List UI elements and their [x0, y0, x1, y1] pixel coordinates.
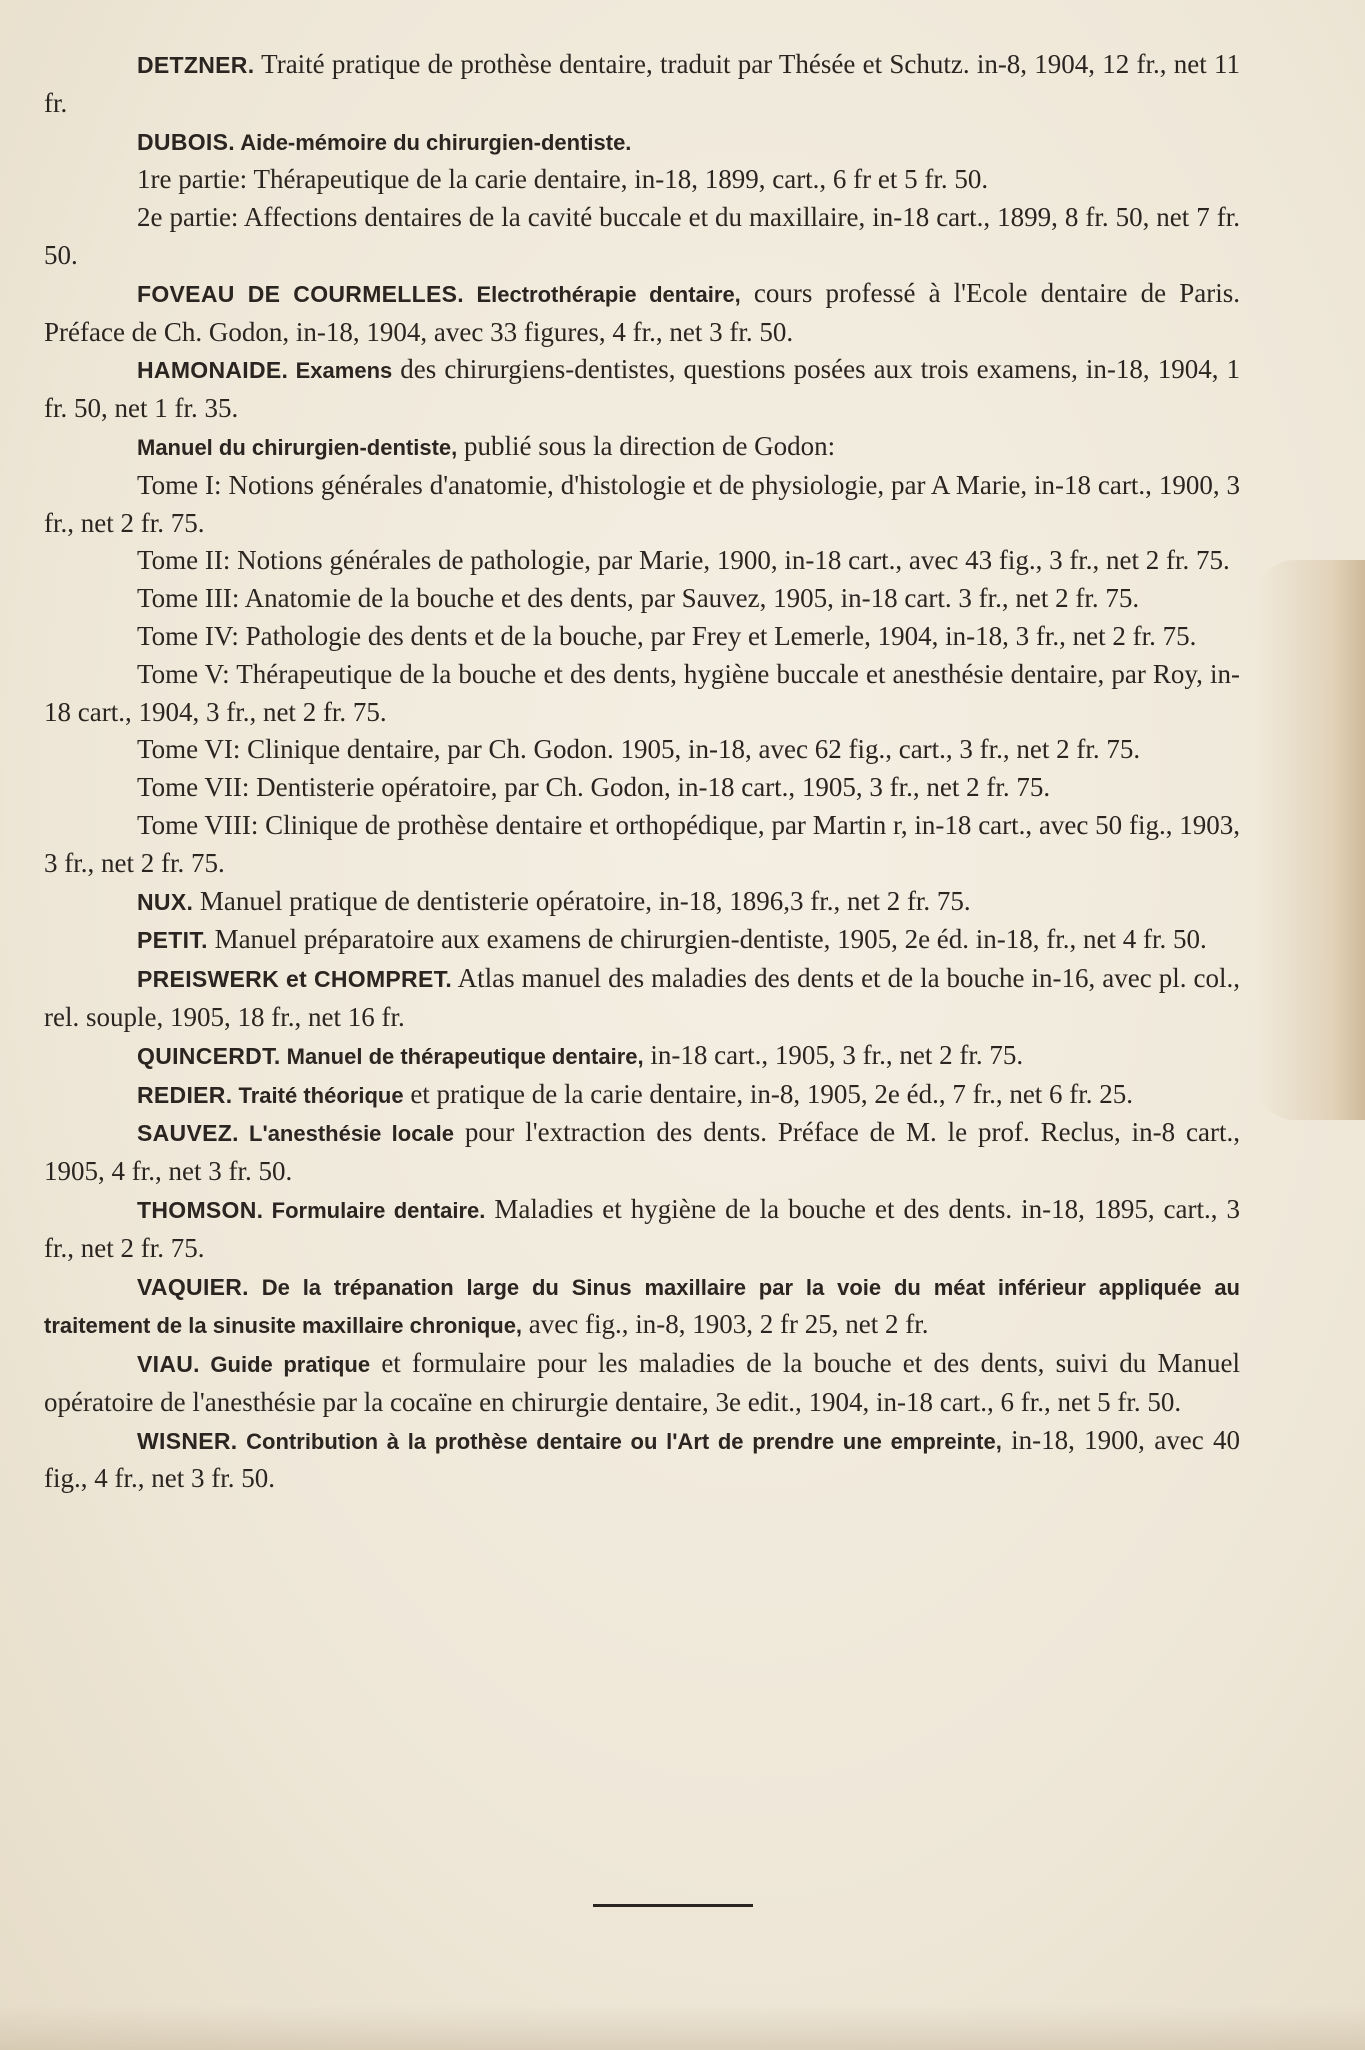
entry-text: Maladies et hygiène de la bouche et des dents. in-18, 1895, cart., 3 fr., net 2 fr. 75.: [44, 1193, 1240, 1263]
entry-text: Manuel préparatoire aux examens de chirurgien-dentiste, 1905, 2e éd. in-18, fr., net 4 fr. 50.: [207, 924, 1207, 955]
entry-tome-5: [44, 656, 1240, 732]
entry-author: FOVEAU DE COURMELLES.: [137, 280, 464, 307]
entry-title: De la trépanation large du Sinus maxillaire par la voie du méat inférieur appliquée au traitement de la sinusite maxillaire chronique,: [44, 1274, 1240, 1339]
entry-text: publié sous la direction de Godon:: [457, 430, 836, 461]
entry-quincerdt: [44, 1037, 1240, 1076]
entry-text: Manuel pratique de dentisterie opératoire, in-18, 1896,3 fr., net 2 fr. 75.: [193, 885, 971, 916]
entry-title: Examens: [288, 358, 393, 384]
entry-text: 1re partie: Thérapeutique de la carie dentaire, in-18, 1899, cart., 6 fr et 5 fr. 50.: [137, 164, 989, 195]
entry-text: pour l'extraction des dents. Préface de M. le prof. Reclus, in-8 cart., 1905, 4 fr., net 3 fr. 50.: [44, 1117, 1240, 1187]
entry-viau: [44, 1345, 1240, 1422]
entry-dubois-part1: [44, 161, 1240, 199]
entry-title: Manuel de thérapeutique dentaire,: [280, 1043, 644, 1069]
entry-author: VAQUIER.: [137, 1273, 249, 1300]
entry-tome-4: [44, 618, 1240, 656]
entry-title: Guide pratique: [199, 1352, 371, 1378]
entry-title: Contribution à la prothèse dentaire ou l'Art de prendre une empreinte,: [237, 1428, 1002, 1454]
entry-text: avec fig., in-8, 1903, 2 fr 25, net 2 fr.: [522, 1309, 929, 1340]
entry-author: NUX.: [137, 888, 194, 915]
entry-text: Tome II: Notions générales de pathologie, par Marie, 1900, in-18 cart., avec 43 fig., 3 fr., net 2 fr. 75.: [137, 545, 1230, 576]
entry-text: 2e partie: Affections dentaires de la cavité buccale et du maxillaire, in-18 cart., 1899, 8 fr. 50, net 7 fr. 50.: [44, 202, 1240, 270]
entry-text: Tome VI: Clinique dentaire, par Ch. Godon. 1905, in-18, avec 62 fig., cart., 3 fr., net 2 fr. 75.: [137, 734, 1141, 765]
entry-author: SAUVEZ.: [137, 1120, 239, 1147]
entry-text: cours professé à l'Ecole dentaire de Paris. Préface de Ch. Godon, in-18, 1904, avec 33 figures, 4 fr., net 3 fr. 50.: [44, 277, 1240, 347]
entry-tome-3: [44, 580, 1240, 618]
entry-author: REDIER.: [137, 1081, 233, 1108]
page-edge-shadow: [0, 2005, 1365, 2050]
entry-author: THOMSON.: [137, 1196, 264, 1223]
entry-thomson: [44, 1191, 1240, 1268]
entry-text: et pratique de la carie dentaire, in-8, 1905, 2e éd., 7 fr., net 6 fr. 25.: [403, 1078, 1134, 1109]
entry-manuel: [44, 428, 1240, 467]
bibliography-list: [44, 46, 1240, 1498]
entry-text: Tome VII: Dentisterie opératoire, par Ch. Godon, in-18 cart., 1905, 3 fr., net 2 fr. 75.: [137, 772, 1051, 803]
entry-tome-1: [44, 467, 1240, 543]
entry-author: HAMONAIDE.: [137, 357, 289, 384]
entry-author: PREISWERK et CHOMPRET.: [137, 966, 453, 993]
entry-petit: [44, 921, 1240, 960]
entry-text: Tome III: Anatomie de la bouche et des dents, par Sauvez, 1905, in-18 cart. 3 fr., net 2 fr. 75.: [137, 583, 1140, 614]
entry-author: QUINCERDT.: [137, 1042, 281, 1069]
entry-text: Tome VIII: Clinique de prothèse dentaire et orthopédique, par Martin r, in-18 cart., avec 50 fig., 1903, 3 fr., net 2 fr. 75.: [44, 809, 1240, 878]
entry-author: PETIT.: [137, 927, 208, 954]
entry-text: Traité pratique de prothèse dentaire, traduit par Thésée et Schutz. in-8, 1904, 12 fr., net 11 fr.: [44, 49, 1240, 118]
entry-author: VIAU.: [137, 1351, 200, 1378]
entry-author: DUBOIS.: [137, 128, 235, 155]
entry-text: Tome IV: Pathologie des dents et de la bouche, par Frey et Lemerle, 1904, in-18, 3 fr., net 2 fr. 75.: [137, 620, 1197, 651]
entry-title: Electrothérapie dentaire,: [463, 281, 741, 307]
entry-title: Aide-mémoire du chirurgien-dentiste.: [234, 129, 632, 155]
entry-title: Traité théorique: [232, 1082, 404, 1108]
entry-text: in-18 cart., 1905, 3 fr., net 2 fr. 75.: [643, 1039, 1024, 1070]
entry-text: Tome V: Thérapeutique de la bouche et des dents, hygiène buccale et anesthésie dentaire, par Roy, in-18 cart., 1904, 3 fr., net 2 fr. 75.: [44, 658, 1240, 727]
entry-author: WISNER.: [137, 1427, 238, 1454]
closing-rule: [593, 1904, 753, 1907]
entry-text: Atlas manuel des maladies des dents et de la bouche in-16, avec pl. col., rel. souple, 1905, 18 fr., net 16 fr.: [44, 963, 1240, 1032]
entry-author: DETZNER.: [137, 52, 255, 78]
entry-hamonaide: [44, 351, 1240, 428]
entry-vaquier: [44, 1268, 1240, 1346]
entry-tome-2: [44, 542, 1240, 580]
paper-stain: [1255, 560, 1365, 1120]
entry-title: Formulaire dentaire.: [263, 1197, 486, 1223]
entry-text: et formulaire pour les maladies de la bouche et des dents, suivi du Manuel opératoire de l'anesthésie par la cocaïne en chirurgie dentaire, 3e edit., 1904, in-18 cart., 6 fr., net 5 fr. 50.: [44, 1348, 1240, 1417]
entry-nux: [44, 883, 1240, 922]
entry-tome-7: [44, 769, 1240, 807]
entry-dubois-part2: [44, 199, 1240, 275]
entry-wisner: [44, 1422, 1240, 1499]
entry-text: Tome I: Notions générales d'anatomie, d'histologie et de physiologie, par A Marie, in-18 cart., 1900, 3 fr., net 2 fr. 75.: [44, 469, 1240, 538]
entry-text: in-18, 1900, avec 40 fig., 4 fr., net 3 fr. 50.: [44, 1424, 1240, 1494]
entry-preiswerk: [44, 960, 1240, 1037]
entry-dubois: [44, 123, 1240, 162]
entry-tome-8: [44, 807, 1240, 883]
entry-foveau: [44, 275, 1240, 352]
entry-sauvez: [44, 1114, 1240, 1191]
entry-title: Manuel du chirurgien-dentiste,: [137, 434, 458, 460]
entry-detzner: [44, 46, 1240, 123]
entry-tome-6: [44, 731, 1240, 769]
entry-redier: [44, 1076, 1240, 1115]
entry-text: des chirurgiens-dentistes, questions posées aux trois examens, in-18, 1904, 1 fr. 50, net 1 fr. 35.: [44, 354, 1240, 424]
entry-title: L'anesthésie locale: [238, 1121, 455, 1147]
